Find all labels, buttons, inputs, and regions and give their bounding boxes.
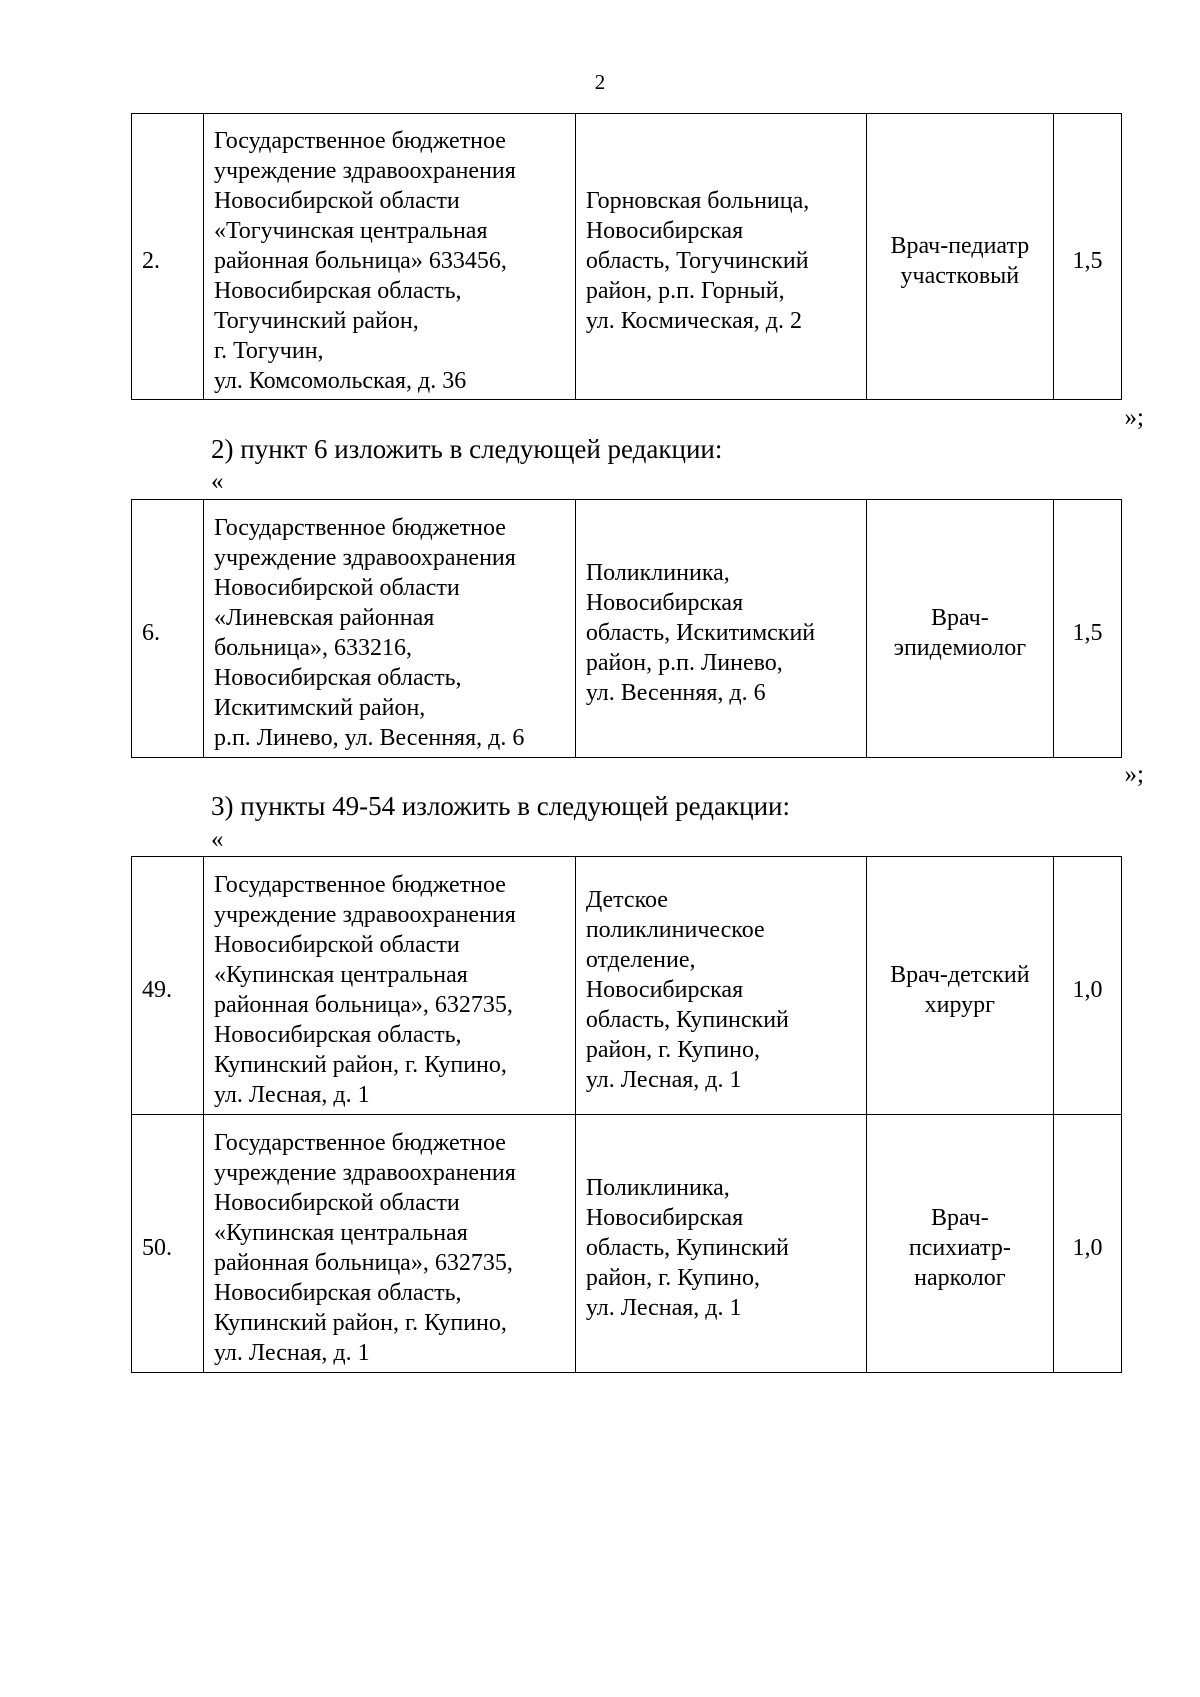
position-cell: Врач-детский хирург	[890, 961, 1030, 1018]
position-cell: Врач- эпидемиолог	[893, 604, 1027, 661]
rate-cell: 1,5	[1054, 114, 1122, 400]
closing-quote: »;	[1124, 404, 1144, 431]
location-cell: Горновская больница, Новосибирская область, Тогучинский район, р.п. Горный, ул. Космическая, д. 2	[585, 187, 810, 334]
amendment-instruction: 2) пункт 6 изложить в следующей редакции:	[211, 434, 723, 464]
institution-cell: Государственное бюджетное учреждение здравоохранения Новосибирской области «Тогучинская центральная районная больница» 633456, Новосибирская область, Тогучинский район, г. Тогучин, ул. Комсомольская, д. 36	[213, 127, 516, 394]
rate-cell: 1,0	[1054, 857, 1122, 1115]
row-number: 6.	[132, 500, 204, 758]
location-cell: Поликлиника, Новосибирская область, Купинский район, г. Купино, ул. Лесная, д. 1	[585, 1174, 789, 1321]
institution-cell: Государственное бюджетное учреждение здравоохранения Новосибирской области «Линевская районная больница», 633216, Новосибирская область, Искитимский район, р.п. Линево, ул. Весенняя, д. 6	[213, 514, 525, 751]
table-item-2	[131, 113, 1122, 400]
opening-quote: «	[211, 826, 224, 853]
row-number: 2.	[132, 114, 204, 400]
institution-cell: Государственное бюджетное учреждение здравоохранения Новосибирской области «Купинская центральная районная больница», 632735, Новосибирская область, Купинский район, г. Купино, ул. Лесная, д. 1	[213, 871, 516, 1108]
position-cell: Врач-педиатр участковый	[890, 232, 1030, 289]
table-items-49-54	[131, 856, 1122, 1373]
table-row	[132, 500, 1122, 758]
location-cell: Поликлиника, Новосибирская область, Искитимский район, р.п. Линево, ул. Весенняя, д. 6	[585, 559, 816, 706]
amendment-instruction: 3) пункты 49-54 изложить в следующей редакции:	[211, 791, 790, 821]
rate-cell: 1,5	[1054, 500, 1122, 758]
opening-quote: «	[211, 468, 224, 495]
page-number: 2	[594, 70, 606, 94]
table-row	[132, 114, 1122, 400]
table-row	[132, 1115, 1122, 1373]
table-item-6	[131, 499, 1122, 758]
institution-cell: Государственное бюджетное учреждение здравоохранения Новосибирской области «Купинская центральная районная больница», 632735, Новосибирская область, Купинский район, г. Купино, ул. Лесная, д. 1	[213, 1129, 516, 1366]
table-row	[132, 857, 1122, 1115]
row-number: 49.	[132, 857, 204, 1115]
row-number: 50.	[132, 1115, 204, 1373]
position-cell: Врач- психиатр- нарколог	[908, 1204, 1011, 1291]
closing-quote: »;	[1124, 761, 1144, 788]
rate-cell: 1,0	[1054, 1115, 1122, 1373]
location-cell: Детское поликлиническое отделение, Новосибирская область, Купинский район, г. Купино, ул. Лесная, д. 1	[585, 886, 789, 1093]
